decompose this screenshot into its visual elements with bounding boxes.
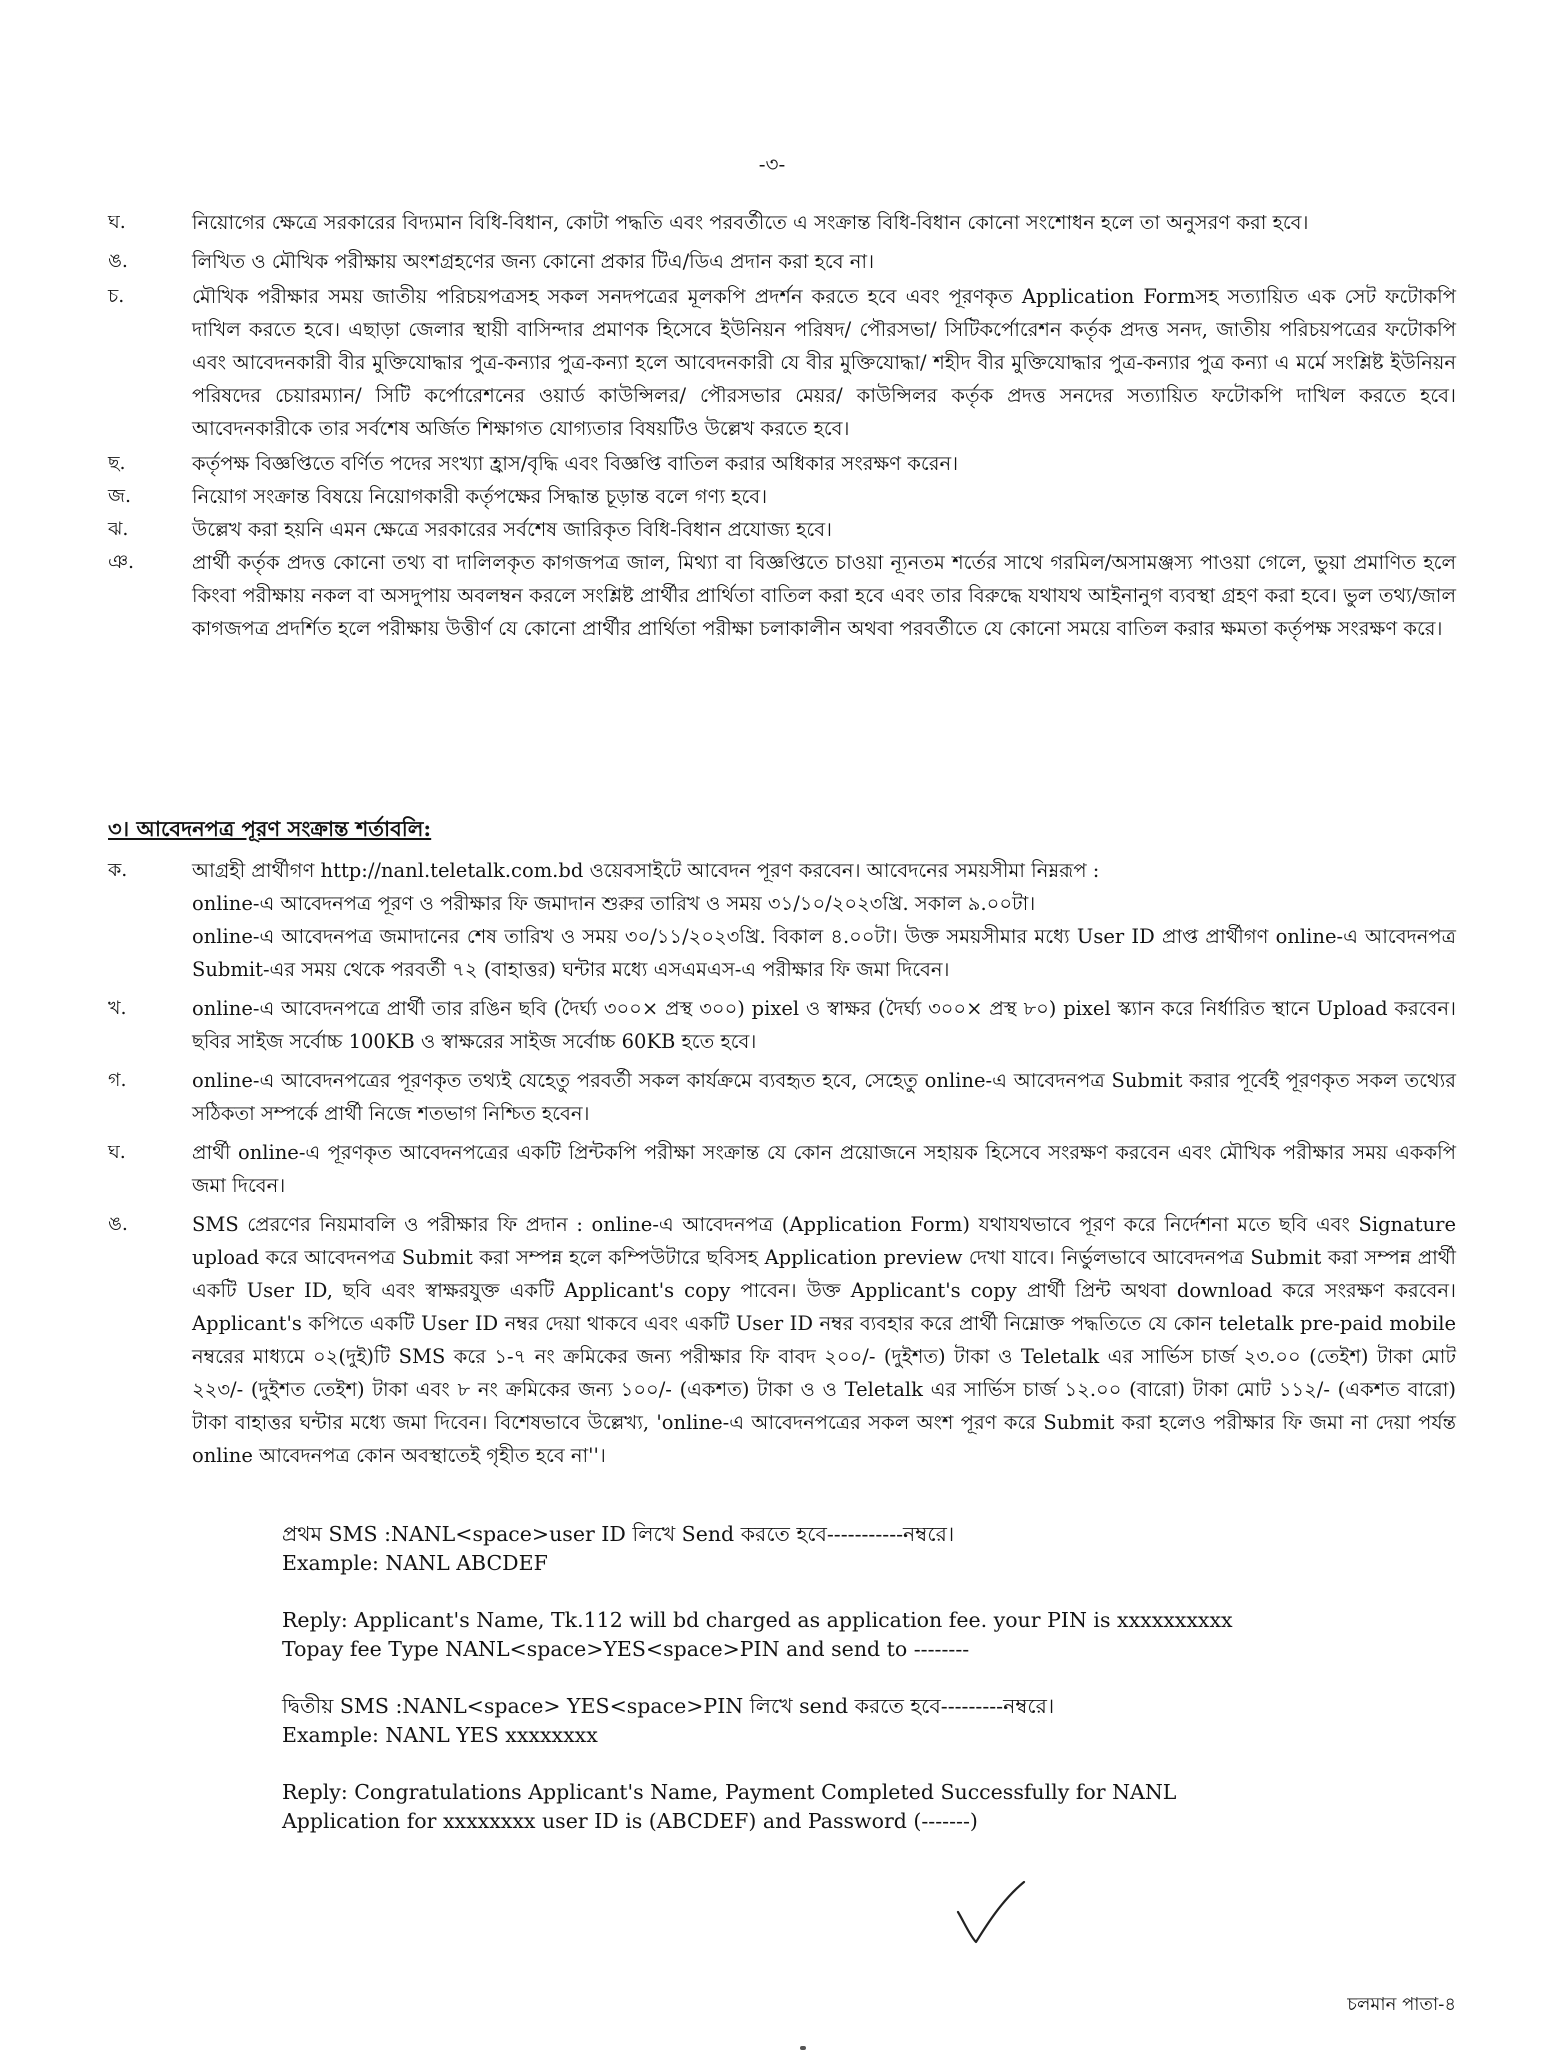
section2-list: [108, 206, 1456, 645]
item-label: চ.: [108, 285, 125, 307]
item-text: [192, 1064, 1456, 1130]
item-paragraph: online-এ আবেদনপত্র জমাদানের শেষ তারিখ ও সময় ৩০/১১/২০২৩খ্রি. বিকাল ৪.০০টা। উক্ত সময়সীমার মধ্যে User ID প্রাপ্ত প্রার্থীগণ online-এ আবেদনপত্র Submit-এর সময় থেকে পরবর্তী ৭২ (বাহাত্তর) ঘন্টার মধ্যে এসএমএস-এ পরীক্ষার ফি জমা দিবেন।: [192, 925, 1456, 981]
item-paragraph: online-এ আবেদনপত্র পূরণ ও পরীক্ষার ফি জমাদান শুরুর তারিখ ও সময় ৩১/১০/২০২৩খ্রি. সকাল ৯.০০টা।: [192, 892, 1036, 915]
item-text: নিয়োগের ক্ষেত্রে সরকারের বিদ্যমান বিধি-বিধান, কোটা পদ্ধতি এবং পরবর্তীতে এ সংক্রান্ত বিধি-বিধান কোনো সংশোধন হলে তা অনুসরণ করা হবে।: [192, 211, 1309, 234]
second-sms-example: Example: NANL YES xxxxxxxx: [282, 1723, 598, 1747]
item-label: ঞ.: [108, 551, 135, 573]
item-paragraph: প্রার্থী online-এ পূরণকৃত আবেদনপত্রের একটি প্রিন্টকপি পরীক্ষা সংক্রান্ত যে কোন প্রয়োজনে সহায়ক হিসেবে সংরক্ষণ করবেন এবং মৌখিক পরীক্ষার সময় এককপি জমা দিবেন।: [192, 1141, 1456, 1197]
section3-list: [108, 854, 1456, 1472]
item-paragraph: online-এ আবেদনপত্রের পূরণকৃত তথ্যই যেহেতু পরবর্তী সকল কার্যক্রমে ব্যবহৃত হবে, সেহেতু online-এ আবেদনপত্র Submit করার পূর্বেই পূরণকৃত সকল তথ্যের সঠিকতা সম্পর্কে প্রার্থী নিজে শতভাগ নিশ্চিত হবেন।: [192, 1069, 1456, 1125]
section-heading: ৩। আবেদনপত্র পূরণ সংক্রান্ত শর্তাবলি:: [108, 816, 432, 841]
list-item: [108, 546, 1456, 645]
item-label: ঘ.: [108, 1141, 126, 1163]
list-item: [108, 206, 1456, 239]
list-item: [108, 480, 1456, 513]
list-item: [108, 1064, 1456, 1130]
item-paragraph: আগ্রহী প্রার্থীগণ http://nanl.teletalk.com.bd ওয়েবসাইটে আবেদন পূরণ করবেন। আবেদনের সময়সীমা নিম্নরূপ :: [192, 859, 1100, 882]
item-text: [192, 992, 1456, 1058]
item-text: লিখিত ও মৌখিক পরীক্ষায় অংশগ্রহণের জন্য কোনো প্রকার টিএ/ডিএ প্রদান করা হবে না।: [192, 250, 875, 273]
item-text: মৌখিক পরীক্ষার সময় জাতীয় পরিচয়পত্রসহ সকল সনদপত্রের মূলকপি প্রদর্শন করতে হবে এবং পূরণকৃত Application Formসহ সত্যায়িত এক সেট ফটোকপি দাখিল করতে হবে। এছাড়া জেলার স্থায়ী বাসিন্দার প্রমাণক হিসেবে ইউনিয়ন পরিষদ/ পৌরসভা/ সিটিকর্পোরেশন কর্তৃক প্রদত্ত সনদ, জাতীয় পরিচয়পত্রের ফটোকপি এবং আবেদনকারী বীর মুক্তিযোদ্ধার পুত্র-কন্যার পুত্র-কন্যা হলে আবেদনকারী যে বীর মুক্তিযোদ্ধা/ শহীদ বীর মুক্তিযোদ্ধার পুত্র-কন্যার পুত্র কন্যা এ মর্মে সংশ্লিষ্ট ইউনিয়ন পরিষদের চেয়ারম্যান/ সিটি কর্পোরেশনের ওয়ার্ড কাউন্সিলর/ পৌরসভার মেয়র/ কাউন্সিলর কর্তৃক প্রদত্ত সনদের সত্যায়িত ফটোকপি দাখিল করতে হবে। আবেদনকারীকে তার সর্বশেষ অর্জিত শিক্ষাগত যোগ্যতার বিষয়টিও উল্লেখ করতে হবে।: [192, 285, 1456, 440]
item-text: প্রার্থী কর্তৃক প্রদত্ত কোনো তথ্য বা দালিলকৃত কাগজপত্র জাল, মিথ্যা বা বিজ্ঞপ্তিতে চাওয়া ন্যূনতম শর্তের সাথে গরমিল/অসামঞ্জস্য পাওয়া গেলে, ভুয়া প্রমাণিত হলে কিংবা পরীক্ষায় নকল বা অসদুপায় অবলম্বন করলে সংশ্লিষ্ট প্রার্থীর প্রার্থিতা বাতিল করা হবে এবং তার বিরুদ্ধে যথাযথ আইনানুগ ব্যবস্থা গ্রহণ করা হবে। ভুল তথ্য/জাল কাগজপত্র প্রদর্শিত হলে পরীক্ষায় উত্তীর্ণ যে কোনো প্রার্থীর প্রার্থিতা পরীক্ষা চলাকালীন অথবা পরবর্তীতে যে কোনো সময়ে বাতিল করার ক্ষমতা কর্তৃপক্ষ সংরক্ষণ করে।: [192, 551, 1456, 640]
item-text: [192, 854, 1456, 986]
first-sms-example: Example: NANL ABCDEF: [282, 1551, 548, 1575]
second-sms-reply: Reply: Congratulations Applicant's Name, Payment Completed Successfully for NANL: [282, 1780, 1177, 1804]
list-item: [108, 992, 1456, 1058]
item-text: নিয়োগ সংক্রান্ত বিষয়ে নিয়োগকারী কর্তৃপক্ষের সিদ্ধান্ত চূড়ান্ত বলে গণ্য হবে।: [192, 485, 768, 508]
first-sms-reply: Reply: Applicant's Name, Tk.112 will bd charged as application fee. your PIN is xxxxxxxxxx: [282, 1608, 1233, 1632]
scan-speck: [800, 2046, 806, 2050]
list-item: [108, 1136, 1456, 1202]
item-label: ক.: [108, 859, 128, 881]
list-item: [108, 1208, 1456, 1472]
item-label: জ.: [108, 485, 132, 507]
item-label: খ.: [108, 997, 127, 1019]
list-item: [108, 513, 1456, 546]
item-label: ঘ.: [108, 211, 126, 233]
item-label: গ.: [108, 1069, 127, 1091]
item-label: ঝ.: [108, 518, 129, 540]
second-sms-line: দ্বিতীয় SMS :NANL<space> YES<space>PIN লিখে send করতে হবে---------নম্বরে।: [282, 1694, 1055, 1718]
item-label: ঙ.: [108, 250, 128, 272]
second-sms-reply-continued: Application for xxxxxxxx user ID is (ABCDEF) and Password (-------): [282, 1809, 978, 1833]
list-item: [108, 854, 1456, 986]
item-label: ছ.: [108, 452, 126, 474]
item-text: উল্লেখ করা হয়নি এমন ক্ষেত্রে সরকারের সর্বশেষ জারিকৃত বিধি-বিধান প্রযোজ্য হবে।: [192, 518, 833, 541]
list-item: [108, 447, 1456, 480]
sms-instructions: [282, 1520, 1462, 1836]
list-item: [108, 245, 1456, 278]
item-paragraph: SMS প্রেরণের নিয়মাবলি ও পরীক্ষার ফি প্রদান : online-এ আবেদনপত্র (Application Form) যথাযথভাবে পূরণ করে নির্দেশনা মতে ছবি এবং Signature upload করে আবেদনপত্র Submit করা সম্পন্ন হলে কম্পিউটারে ছবিসহ Application preview দেখা যাবে। নির্ভুলভাবে আবেদনপত্র Submit করা সম্পন্ন প্রার্থী একটি User ID, ছবি এবং স্বাক্ষরযুক্ত একটি Applicant's copy পাবেন। উক্ত Applicant's copy প্রার্থী প্রিন্ট অথবা download করে সংরক্ষণ করবেন। Applicant's কপিতে একটি User ID নম্বর দেয়া থাকবে এবং একটি User ID নম্বর ব্যবহার করে প্রার্থী নিম্নোক্ত পদ্ধতিতে যে কোন teletalk pre-paid mobile নম্বরের মাধ্যমে ০২(দুই)টি SMS করে ১-৭ নং ক্রমিকের জন্য পরীক্ষার ফি বাবদ ২০০/- (দুইশত) টাকা ও Teletalk এর সার্ভিস চার্জ ২৩.০০ (তেইশ) টাকা মোট ২২৩/- (দুইশত তেইশ) টাকা এবং ৮ নং ক্রমিকের জন্য ১০০/- (একশত) টাকা ও ও Teletalk এর সার্ভিস চার্জ ১২.০০ (বারো) টাকা মোট ১১২/- (একশত বারো) টাকা বাহাত্তর ঘন্টার মধ্যে জমা দিবেন। বিশেষভাবে উল্লেখ্য, 'online-এ আবেদনপত্রের সকল অংশ পূরণ করে Submit করা হলেও পরীক্ষার ফি জমা না দেয়া পর্যন্ত online আবেদনপত্র কোন অবস্থাতেই গৃহীত হবে না''।: [192, 1213, 1456, 1467]
item-text: কর্তৃপক্ষ বিজ্ঞপ্তিতে বর্ণিত পদের সংখ্যা হ্রাস/বৃদ্ধি এবং বিজ্ঞপ্তি বাতিল করার অধিকার সংরক্ষণ করেন।: [192, 452, 959, 475]
first-sms-line: প্রথম SMS :NANL<space>user ID লিখে Send করতে হবে-----------নম্বরে।: [282, 1522, 955, 1546]
item-paragraph: online-এ আবেদনপত্রে প্রার্থী তার রঙিন ছবি (দৈর্ঘ্য ৩০০× প্রস্থ ৩০০) pixel ও স্বাক্ষর (দৈর্ঘ্য ৩০০× প্রস্থ ৮০) pixel স্ক্যান করে নির্ধারিত স্থানে Upload করবেন। ছবির সাইজ সর্বোচ্চ 100KB ও স্বাক্ষরের সাইজ সর্বোচ্চ 60KB হতে হবে।: [192, 997, 1456, 1053]
page-number: -৩-: [758, 152, 786, 176]
item-text: [192, 1208, 1456, 1472]
checkmark-icon: [952, 1878, 1032, 1958]
item-label: ঙ.: [108, 1213, 128, 1235]
item-text: [192, 1136, 1456, 1202]
first-sms-reply-continued: Topay fee Type NANL<space>YES<space>PIN and send to --------: [282, 1637, 970, 1661]
continuation-note: চলমান পাতা-৪: [1347, 1994, 1456, 2015]
list-item: [108, 280, 1456, 445]
